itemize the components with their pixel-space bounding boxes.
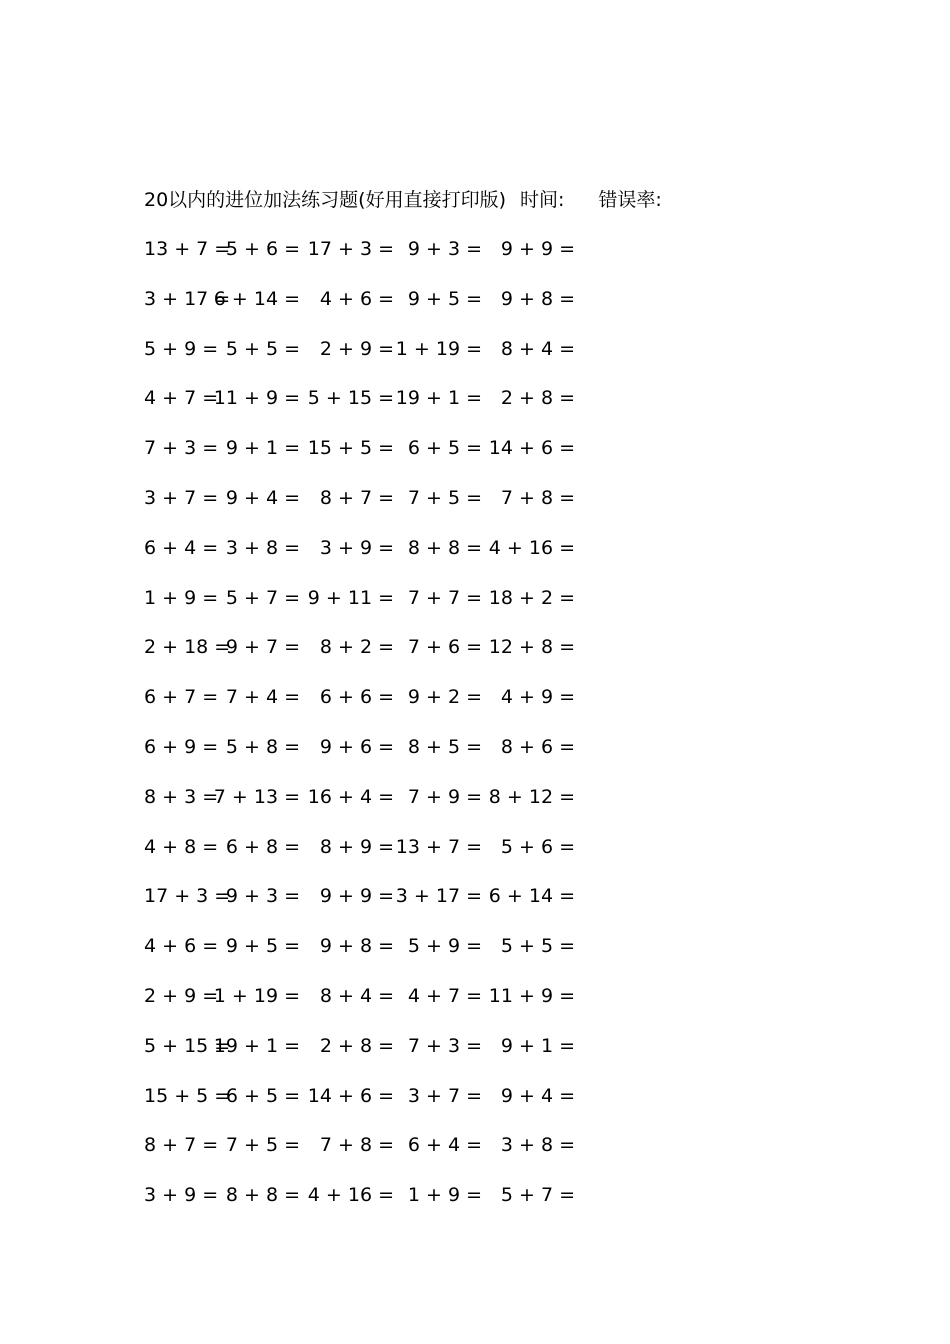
problem-cell: 7 + 8 = (319, 1134, 394, 1157)
problem-cell: 9 + 1 = (225, 437, 300, 460)
problem-cell: 14 + 6 = (488, 437, 575, 460)
problem-cell: 5 + 9 = (144, 337, 219, 360)
problem-cell: 6 + 5 = (225, 1084, 300, 1107)
problem-cell: 12 + 8 = (488, 636, 575, 659)
problem-row (0, 235, 950, 263)
problem-cell: 9 + 4 = (500, 1084, 575, 1107)
problem-cell: 4 + 8 = (144, 835, 219, 858)
problem-row (0, 335, 950, 363)
problem-cell: 7 + 9 = (407, 785, 482, 808)
problem-row (0, 1082, 950, 1110)
problem-cell: 3 + 7 = (407, 1084, 482, 1107)
worksheet-header (144, 186, 662, 214)
problem-cell: 3 + 8 = (225, 536, 300, 559)
problem-cell: 9 + 5 = (407, 287, 482, 310)
problem-cell: 2 + 18 = (144, 636, 231, 659)
problem-cell: 8 + 2 = (319, 636, 394, 659)
problem-cell: 2 + 8 = (500, 387, 575, 410)
problem-cell: 17 + 3 = (144, 885, 231, 908)
problem-row (0, 932, 950, 960)
problem-cell: 9 + 9 = (500, 238, 575, 260)
problem-row (0, 882, 950, 910)
problem-cell: 8 + 9 = (319, 835, 394, 858)
problem-row (0, 1131, 950, 1159)
problem-cell: 2 + 9 = (144, 985, 219, 1007)
problem-cell: 2 + 8 = (319, 1034, 394, 1057)
problem-cell: 9 + 2 = (407, 686, 482, 709)
problem-row (0, 534, 950, 562)
problem-cell: 8 + 8 = (407, 536, 482, 559)
problem-cell: 9 + 1 = (500, 1034, 575, 1057)
problem-cell: 6 + 9 = (144, 736, 219, 758)
problem-cell: 3 + 17 = (395, 885, 482, 908)
problem-cell: 7 + 3 = (407, 1034, 482, 1057)
problem-cell: 9 + 11 = (307, 586, 394, 609)
problem-row (0, 484, 950, 512)
problem-row (0, 733, 950, 761)
worksheet-title: 20以内的进位加法练习题(好用直接打印版) (144, 189, 507, 211)
problem-cell: 6 + 4 = (144, 536, 219, 559)
problem-row (0, 434, 950, 462)
problem-cell: 4 + 7 = (144, 387, 219, 410)
problem-cell: 4 + 6 = (319, 287, 394, 310)
problem-cell: 9 + 3 = (225, 885, 300, 908)
problem-cell: 4 + 16 = (307, 1184, 394, 1207)
problem-cell: 4 + 16 = (488, 536, 575, 559)
problem-cell: 6 + 14 = (488, 885, 575, 908)
problem-row (0, 982, 950, 1010)
problem-cell: 15 + 5 = (307, 437, 394, 460)
error-rate-label: 错误率: (598, 189, 662, 211)
problem-cell: 3 + 7 = (144, 487, 219, 509)
problem-cell: 5 + 6 = (500, 835, 575, 858)
problem-cell: 5 + 7 = (225, 586, 300, 609)
problem-cell: 8 + 4 = (500, 337, 575, 360)
problem-cell: 3 + 17 = (144, 287, 231, 310)
problem-cell: 4 + 9 = (500, 686, 575, 709)
problem-cell: 11 + 9 = (213, 387, 300, 410)
problem-row (0, 584, 950, 612)
problem-cell: 14 + 6 = (307, 1084, 394, 1107)
problem-cell: 6 + 7 = (144, 686, 219, 709)
problem-cell: 7 + 8 = (500, 487, 575, 509)
problem-cell: 6 + 6 = (319, 686, 394, 709)
problem-cell: 9 + 3 = (407, 238, 482, 260)
problem-cell: 5 + 9 = (407, 935, 482, 958)
time-label: 时间: (520, 189, 565, 211)
problem-cell: 3 + 9 = (144, 1184, 219, 1207)
problem-cell: 8 + 8 = (225, 1184, 300, 1207)
problem-cell: 8 + 7 = (319, 487, 394, 509)
problem-cell: 16 + 4 = (307, 785, 394, 808)
problem-cell: 5 + 5 = (500, 935, 575, 958)
problem-cell: 6 + 5 = (407, 437, 482, 460)
problem-cell: 9 + 7 = (225, 636, 300, 659)
problem-cell: 5 + 8 = (225, 736, 300, 758)
problem-cell: 11 + 9 = (488, 985, 575, 1007)
problem-cell: 19 + 1 = (395, 387, 482, 410)
problem-cell: 7 + 3 = (144, 437, 219, 460)
problem-row (0, 833, 950, 861)
problem-cell: 7 + 5 = (407, 487, 482, 509)
problem-cell: 5 + 7 = (500, 1184, 575, 1207)
problem-cell: 4 + 7 = (407, 985, 482, 1007)
problem-cell: 9 + 4 = (225, 487, 300, 509)
problem-cell: 8 + 5 = (407, 736, 482, 758)
problem-cell: 1 + 19 = (395, 337, 482, 360)
problem-row (0, 683, 950, 711)
problem-cell: 2 + 9 = (319, 337, 394, 360)
problem-cell: 8 + 6 = (500, 736, 575, 758)
problem-cell: 6 + 14 = (213, 287, 300, 310)
problem-row (0, 1181, 950, 1209)
problem-row (0, 783, 950, 811)
problem-cell: 15 + 5 = (144, 1084, 231, 1107)
problem-cell: 9 + 9 = (319, 885, 394, 908)
problem-row (0, 633, 950, 661)
problem-cell: 5 + 15 = (144, 1034, 231, 1057)
problem-cell: 8 + 4 = (319, 985, 394, 1007)
problem-cell: 17 + 3 = (307, 238, 394, 260)
problem-cell: 18 + 2 = (488, 586, 575, 609)
problem-cell: 7 + 7 = (407, 586, 482, 609)
problem-cell: 4 + 6 = (144, 935, 219, 958)
problem-cell: 8 + 3 = (144, 785, 219, 808)
problem-row (0, 1032, 950, 1060)
problem-cell: 9 + 5 = (225, 935, 300, 958)
problem-cell: 1 + 19 = (213, 985, 300, 1007)
problem-cell: 5 + 5 = (225, 337, 300, 360)
problem-cell: 6 + 8 = (225, 835, 300, 858)
problem-cell: 9 + 8 = (319, 935, 394, 958)
problem-row (0, 285, 950, 313)
problem-cell: 1 + 9 = (144, 586, 219, 609)
problem-cell: 6 + 4 = (407, 1134, 482, 1157)
problem-cell: 5 + 6 = (225, 238, 300, 260)
problem-cell: 5 + 15 = (307, 387, 394, 410)
problem-cell: 7 + 13 = (213, 785, 300, 808)
problem-row (0, 384, 950, 412)
problem-cell: 13 + 7 = (144, 238, 231, 260)
problem-cell: 9 + 6 = (319, 736, 394, 758)
problem-cell: 7 + 5 = (225, 1134, 300, 1157)
problem-cell: 8 + 12 = (488, 785, 575, 808)
problem-cell: 13 + 7 = (395, 835, 482, 858)
problem-cell: 7 + 4 = (225, 686, 300, 709)
problem-cell: 8 + 7 = (144, 1134, 219, 1157)
problem-cell: 1 + 9 = (407, 1184, 482, 1207)
problem-cell: 3 + 9 = (319, 536, 394, 559)
problem-cell: 9 + 8 = (500, 287, 575, 310)
problem-cell: 19 + 1 = (213, 1034, 300, 1057)
problem-cell: 7 + 6 = (407, 636, 482, 659)
problem-cell: 3 + 8 = (500, 1134, 575, 1157)
